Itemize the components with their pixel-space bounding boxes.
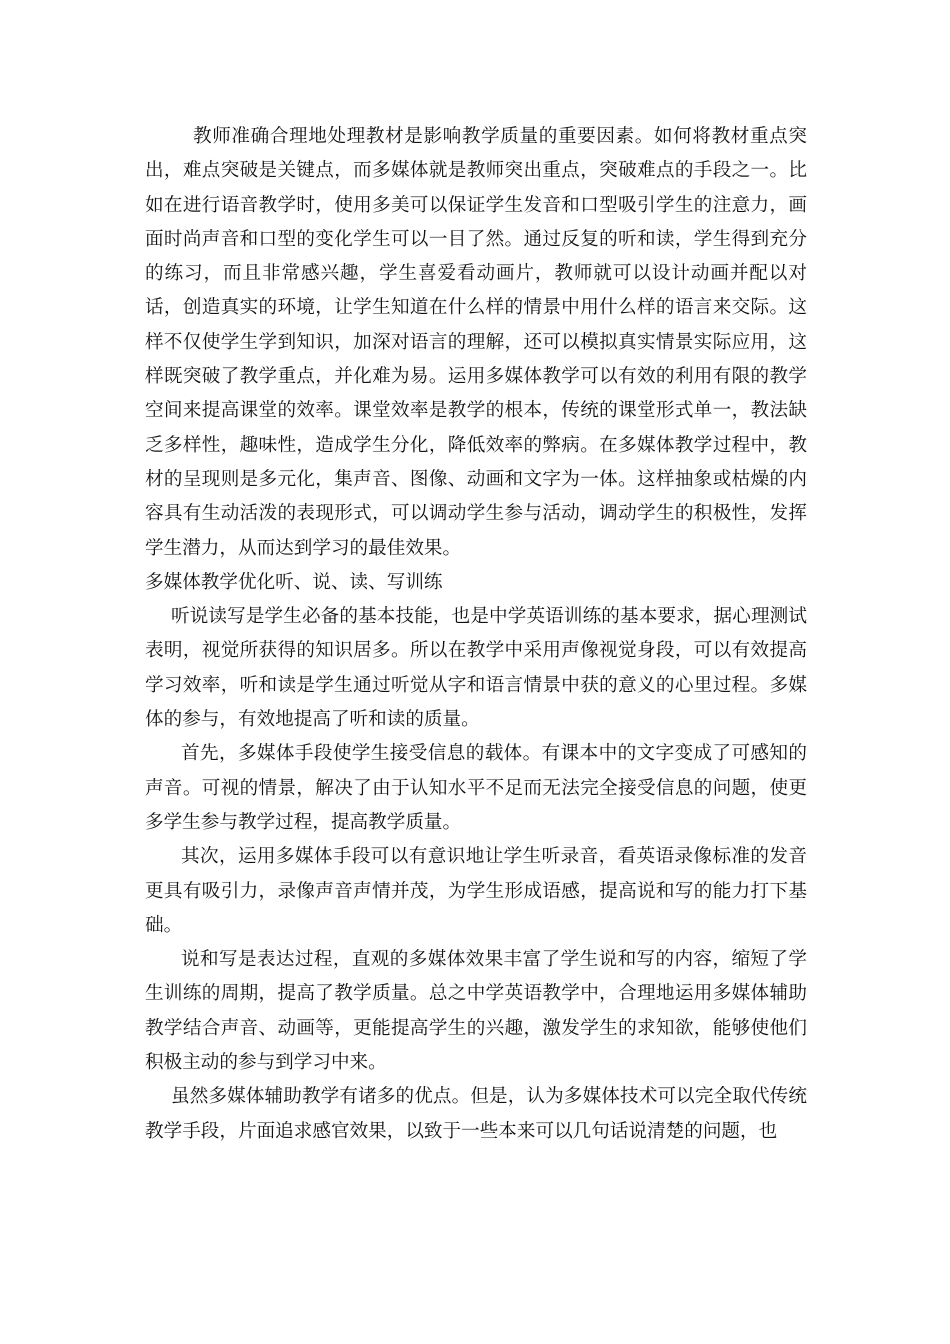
paragraph-first: 首先，多媒体手段使学生接受信息的载体。有课本中的文字变成了可感知的声音。可视的情景，解决了由于认知水平不足而无法完全接受信息的问题，使更多学生参与教学过程，提高教学质量。: [145, 743, 807, 833]
paragraph-second: 其次，运用多媒体手段可以有意识地让学生听录音，看英语录像标准的发音更具有吸引力，录像声音声情并茂，为学生形成语感，提高说和写的能力打下基础。: [145, 846, 807, 936]
document-page: [145, 120, 807, 1149]
paragraph-speaking-writing: 说和写是表达过程，直观的多媒体效果丰富了学生说和写的内容，缩短了学生训练的周期，提高了教学质量。总之中学英语教学中，合理地运用多媒体辅助教学结合声音、动画等，更能提高学生的兴趣，激发学生的求知欲，能够使他们积极主动的参与到学习中来。: [145, 949, 807, 1074]
paragraph-teaching-materials: 教师准确合理地处理教材是影响教学质量的重要因素。如何将教材重点突出，难点突破是关键点，而多媒体就是教师突出重点，突破难点的手段之一。比如在进行语音教学时，使用多美可以保证学生发音和口型吸引学生的注意力，画面时尚声音和口型的变化学生可以一目了然。通过反复的听和读，学生得到充分的练习，而且非常感兴趣，学生喜爱看动画片，教师就可以设计动画并配以对话，创造真实的环境，让学生知道在什么样的情景中用什么样的语言来交际。这样不仅使学生学到知识，加深对语言的理解，还可以模拟真实情景实际应用，这样既突破了教学重点，并化难为易。运用多媒体教学可以有效的利用有限的教学空间来提高课堂的效率。课堂效率是教学的根本，传统的课堂形式单一，教法缺乏多样性，趣味性，造成学生分化，降低效率的弊病。在多媒体教学过程中，教材的呈现则是多元化，集声音、图像、动画和文字为一体。这样抽象或枯燥的内容具有生动活泼的表现形式，可以调动学生参与活动，调动学生的积极性，发挥学生潜力，从而达到学习的最佳效果。: [145, 126, 807, 559]
paragraph-drawbacks: 虽然多媒体辅助教学有诸多的优点。但是，认为多媒体技术可以完全取代传统教学手段，片面追求感官效果，以致于一些本来可以几句话说清楚的问题，也: [145, 1086, 807, 1142]
paragraph-listening-speaking: 听说读写是学生必备的基本技能，也是中学英语训练的基本要求，据心理测试表明，视觉所获得的知识居多。所以在教学中采用声像视觉身段，可以有效提高学习效率，听和读是学生通过听觉从字和语言情景中获的意义的心里过程。多媒体的参与，有效地提高了听和读的质量。: [145, 606, 807, 731]
section-heading: 多媒体教学优化听、说、读、写训练: [145, 571, 443, 593]
